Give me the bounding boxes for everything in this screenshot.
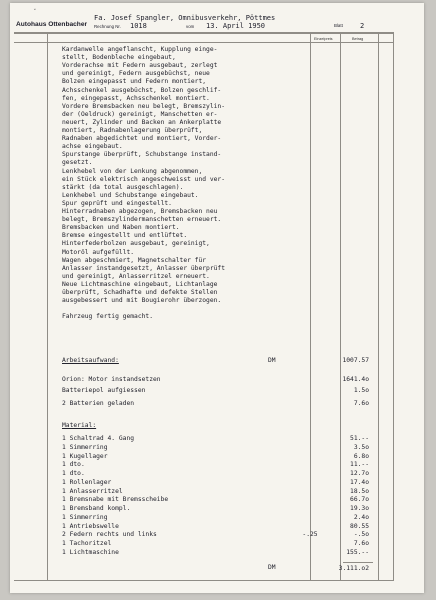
extra-item-label: 2 Batterien geladen [62,400,135,407]
work-line: montiert, Radnabenlagerung überprüft, [62,127,203,134]
work-line: Bremsbacken und Naben montiert. [62,224,180,232]
column-header-rule [14,42,394,43]
material-item-label: 1 Rollenlager [62,478,112,486]
work-line: Neue Lichtmaschine eingebaut, Lichtanlage [62,280,218,288]
material-item-label: 1 dto. [62,461,85,469]
extra-item-label: Batteriepol aufgiessen [62,387,146,394]
material-item-label: 1 Lichtmaschine [62,548,119,556]
invoice-date: 13. April 1950 [206,22,266,30]
hole-punch-mark: ˇ [33,9,37,16]
material-item-amount: 3.5o [353,443,369,451]
extra-item-amount: 1.5o [353,387,369,394]
work-line: Wagen abgeschmiert, Magnetschalter für [62,256,207,264]
firm-name: Autohaus Ottenbacher [16,21,88,28]
work-line: Lenkhebel und Schubstange eingebaut. [62,191,199,199]
material-item-label: 1 Simmerring [62,513,108,521]
work-line: der (Oeldruck) gereinigt, Manschetten er- [62,110,218,118]
material-item-amount: 7.6o [353,540,369,547]
work-line: Hinterfederbolzen ausgebaut, gereinigt, [62,240,210,248]
material-item-amount: 6.8o [353,452,369,460]
material-item-amount: 19.3o [350,505,369,512]
extra-item-amount: 7.6o [353,400,369,407]
work-line: Vordere Bremsbacken neu belegt, Bremszylin- [62,102,226,110]
material-item-label: 1 Bremsband kompl. [62,505,131,512]
work-line: Spur geprüft und eingestellt. [62,199,172,207]
material-item-amount: 18.5o [350,487,369,495]
work-line: ausgebessert und mit Bougierohr überzogen. [62,297,222,305]
work-line: Motoröl aufgefüllt. [62,248,135,256]
work-line: stellt, Bodenbleche eingebaut, [62,54,176,62]
left-margin-line [47,32,48,580]
extra-item-amount: 1641.4o [342,376,369,383]
material-item-amount: 66.7o [350,496,369,504]
work-line: Bremse eingestellt und entlüftet. [62,232,188,240]
material-item-label: 1 Schaltrad 4. Gang [62,435,135,442]
sheet-label: Blatt [334,23,343,28]
header-rule-2 [14,33,394,34]
date-label: vom [186,24,195,29]
material-item-label: 1 Kugellager [62,452,108,460]
work-line: gesetzt. [62,159,93,167]
material-item-unit-price: -.25 [302,531,318,539]
work-line: stärkt (da total ausgeschlagen). [62,183,184,191]
material-item-amount: 2.4o [353,513,369,521]
work-line: und gereinigt, Anlasserritzel erneuert. [62,272,210,280]
outer-right-line [393,32,394,580]
work-line: Bolzen eingepasst und Federn montiert, [62,78,207,86]
amount-header: Betrag [352,37,364,41]
work-line: neuert, Zylinder und Backen an Ankerplatte [62,118,222,126]
material-item-label: 2 Federn rechts und links [62,531,157,539]
sheet-number: 2 [360,22,365,30]
material-item-amount: -.5o [353,531,369,539]
labor-currency: DM [268,357,276,364]
work-line: überprüft, Schadhafte und defekte Stellen [62,289,218,296]
work-line: ein Stück elektrisch angeschweisst und ver- [62,175,226,183]
material-heading: Material: [62,422,97,429]
labor-label: Arbeitsaufwand: [62,357,119,364]
work-line: fen, eingepasst, Achsschenkel montiert. [62,94,210,102]
total-sum-rule [343,562,373,563]
work-line: achse eingebaut. [62,143,123,151]
material-item-amount: 17.4o [350,478,369,486]
material-item-amount: 51.-- [350,435,369,442]
material-item-amount: 12.7o [350,470,369,477]
work-line: Achsschenkel ausgebüchst, Bolzen geschlif- [62,86,222,94]
material-item-label: 1 Bremsnabe mit Bremsscheibe [62,496,169,504]
unit-price-column-line [310,32,311,580]
work-line: Vorderachse mit Federn ausgebaut, zerlegt [62,62,218,70]
right-margin-line [378,32,379,580]
recipient: Fa. Josef Spangler, Omnibusverkehr, Pöttmes [94,14,276,22]
work-line: Fahrzeug fertig gemacht. [62,313,153,321]
material-item-label: 1 Tachoritzel [62,540,112,547]
material-item-label: 1 Antriebswelle [62,522,119,530]
work-line: Kardanwelle angeflanscht, Kupplung einge- [62,46,218,53]
material-item-amount: 80.55 [350,522,369,530]
material-item-amount: 11.-- [350,461,369,469]
work-line: Radnaben abgedichtet und montiert, Vorder- [62,135,222,143]
work-line: Lenkhebel von der Lenkung abgenommen, [62,167,203,175]
material-item-label: 1 Simmerring [62,443,108,451]
total-currency: DM [268,564,276,571]
invoice-number: 1018 [130,22,147,30]
total-amount: 3.111.o2 [338,565,369,572]
invoice-sheet [10,3,424,593]
work-line: Spurstange überprüft, Schubstange instand- [62,151,222,159]
material-item-amount: 155.-- [346,548,369,556]
work-line: und gereinigt, Federn ausgebüchst, neue [62,70,210,78]
work-line: Hinterradnaben abgezogen, Bremsbacken neu [62,208,218,215]
material-item-label: 1 dto. [62,470,85,477]
invoice-number-label: Rechnung Nr. [94,24,121,29]
work-line: Anlasser instandgesetzt, Anlasser überprüft [62,264,226,272]
extra-item-label: Orion: Motor instandsetzen [62,376,161,383]
material-item-label: 1 Anlasserritzel [62,487,123,495]
labor-amount: 1007.57 [342,357,369,364]
footer-rule [14,580,394,581]
unit-price-header: Einzelpreis [314,37,333,41]
work-line: belegt, Bremszylindermanschetten erneuert. [62,216,222,224]
